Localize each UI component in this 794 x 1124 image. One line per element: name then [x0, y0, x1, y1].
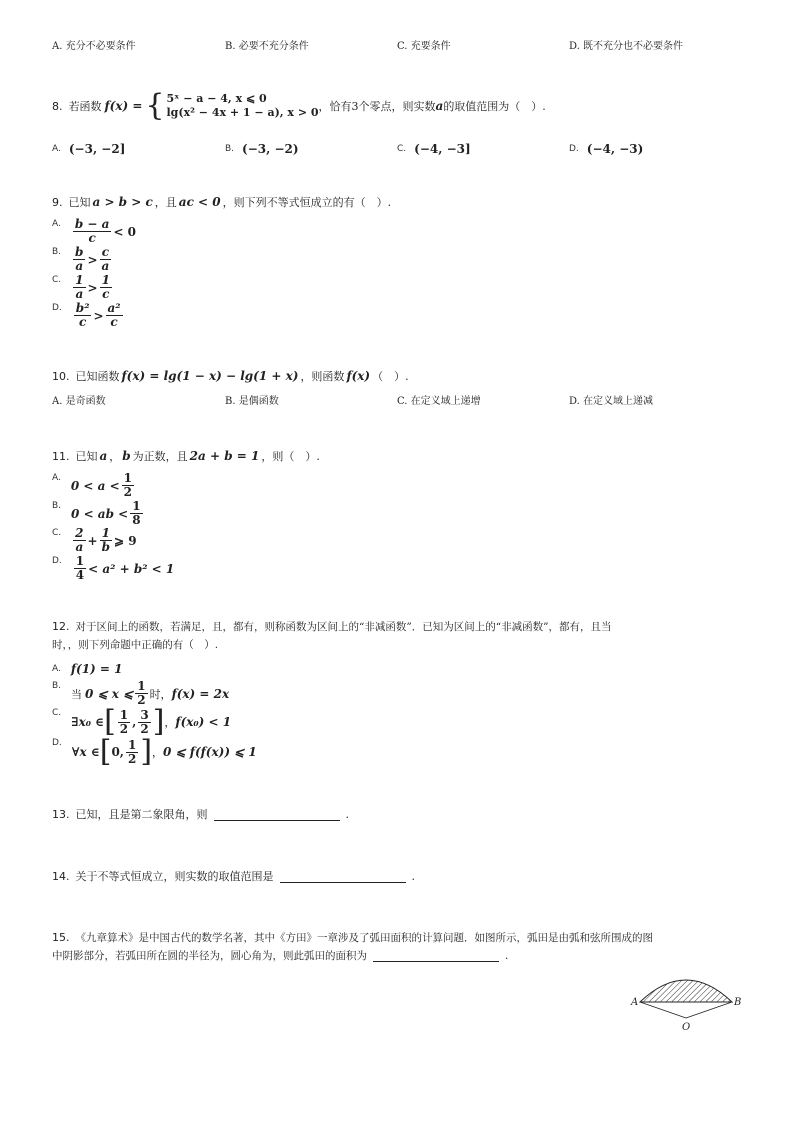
q13-number: 13.	[52, 807, 70, 821]
q10-option-b: B. 是偶函数	[225, 396, 279, 407]
q11-stem	[52, 448, 320, 464]
q11-b-den: 8	[132, 513, 141, 527]
q9-t2: ，且	[154, 196, 177, 209]
q9-m1: a > b > c	[92, 195, 153, 209]
q12-d-den: 2	[127, 751, 137, 766]
q12-a-math: f(1) = 1	[70, 662, 123, 676]
q9-t3: ，则下列不等式恒成立的有（ ）.	[222, 196, 392, 209]
q11-c-label: C.	[52, 528, 62, 538]
q8-option-a-label: A.	[52, 144, 61, 154]
q9-c-den2: c	[102, 287, 110, 301]
q9-c-rel: >	[87, 280, 98, 295]
q12-c-tail: ，	[164, 716, 176, 729]
q9-d-num2: a²	[107, 301, 121, 315]
q9-a-label: A.	[52, 219, 61, 229]
q15-line2	[52, 948, 508, 963]
q11-c-den1: a	[75, 540, 84, 554]
q11-option-c	[52, 527, 137, 554]
q11-m3: 2a + b = 1	[189, 449, 260, 463]
q11-d-num: 1	[75, 554, 85, 568]
q11-c-rel: ⩾ 9	[113, 533, 137, 548]
q9-b-num1: b	[75, 245, 84, 259]
q15-number: 15.	[52, 931, 70, 944]
q11-t2: ，	[109, 450, 121, 463]
q15-line2-text: 中阴影部分，若弧田所在圆的半径为，圆心角为，则此弧田的面积为	[52, 950, 367, 962]
q8-case1: 5ˣ − a − 4, x ⩽ 0	[166, 92, 267, 105]
q9-m2: ac < 0	[178, 195, 221, 209]
q12-c-pre: ∃x₀ ∈	[71, 715, 105, 729]
q12-c-num2: 3	[140, 707, 149, 722]
q13-end: .	[345, 807, 349, 821]
q8-tail2: 的取值范围为（ ）.	[443, 100, 546, 113]
q11-option-b	[52, 500, 145, 527]
q15-line1	[52, 931, 653, 945]
q13	[52, 806, 349, 822]
q9-d-rel: >	[93, 308, 104, 323]
q11-t1: 已知	[75, 450, 98, 463]
point-o-label: O	[682, 1022, 691, 1033]
q11-m2: b	[122, 449, 131, 463]
q11-b-label: B.	[52, 501, 62, 511]
q8-option-d-value: (−4, −3)	[586, 142, 644, 156]
q11-t3: 为正数，且	[132, 450, 188, 463]
q9-d-label: D.	[52, 303, 62, 313]
q8-option-d-label: D.	[569, 144, 579, 154]
q12-d-label: D.	[52, 738, 62, 748]
q12-c-comma: ,	[132, 715, 137, 729]
q9-number: 9.	[52, 195, 63, 209]
q9-c-num2: 1	[101, 273, 110, 287]
q10-m2: f(x)	[346, 369, 371, 383]
q11-a-den: 2	[123, 485, 132, 499]
radius-oa	[640, 1002, 686, 1018]
q12-option-c	[52, 704, 232, 739]
q12-c-den1: 2	[119, 721, 129, 736]
q11-t4: ，则（ ）.	[261, 450, 320, 463]
q8-tail: ，恰有3个零点，则实数	[318, 100, 436, 113]
q12-number: 12.	[52, 620, 70, 633]
q12-c-label: C.	[52, 708, 62, 718]
q12-d-num: 1	[127, 737, 137, 752]
q11-a-pre: 0 < a <	[70, 478, 120, 493]
q9-b-label: B.	[52, 247, 62, 257]
q9-d-num1: b²	[75, 301, 90, 315]
arc-field-figure	[628, 966, 748, 1036]
q9-a-rel: < 0	[113, 224, 137, 239]
q11-c-num1: 2	[75, 526, 84, 540]
q8-case2: lg(x² − 4x + 1 − a), x > 0	[166, 106, 319, 119]
q9-d-den2: c	[110, 315, 118, 329]
q15-line1-text: 《九章算术》是中国古代的数学名著，其中《方田》一章涉及了弧田面积的计算问题．如图所示，弧田是由弧和弦所围成的图	[75, 932, 653, 944]
q8-brace: {	[145, 88, 165, 123]
q9-c-label: C.	[52, 275, 62, 285]
q12-option-a	[52, 662, 123, 676]
q12-c-den2: 2	[140, 721, 149, 736]
q11-b-num: 1	[132, 499, 141, 513]
q12-b-label: B.	[52, 681, 62, 691]
q9-option-c	[52, 274, 114, 301]
q9-b-den2: a	[101, 259, 110, 273]
q8-option-a	[52, 142, 125, 156]
q8-lead: 若函数	[68, 100, 102, 113]
q12-option-b	[52, 680, 229, 707]
q12-b-pre: 当	[71, 687, 83, 701]
q9-a-den: c	[88, 231, 96, 245]
q12-d-pre: ∀x ∈	[71, 745, 100, 759]
q8-option-b	[225, 142, 299, 156]
q12-d-tail: ，	[152, 746, 164, 759]
q10-option-c: C. 在定义域上递增	[397, 396, 481, 407]
q8-option-d	[569, 142, 643, 156]
q11-d-rel: < a² + b² < 1	[88, 561, 175, 576]
q8-option-c-label: C.	[397, 144, 407, 154]
q11-c-plus: +	[87, 533, 98, 548]
q14-text: 关于不等式恒成立，则实数的取值范围是	[75, 870, 274, 883]
q8-cases	[167, 92, 319, 120]
q12-b-num: 1	[137, 679, 146, 693]
q14-answer-blank[interactable]	[280, 870, 406, 883]
q9-option-b	[52, 246, 113, 273]
q12-c-num1: 1	[119, 707, 129, 722]
q11-d-den: 4	[75, 568, 85, 582]
q12-d-close: ]	[140, 734, 153, 769]
q15-end: .	[505, 949, 509, 962]
q12-b-m2: f(x) = 2x	[171, 686, 230, 701]
q9-option-a	[52, 218, 136, 245]
point-b-label: B	[734, 997, 742, 1008]
q7-option-d: D. 既不充分也不必要条件	[569, 41, 684, 52]
q8-option-b-value: (−3, −2)	[242, 142, 299, 156]
q10-t3: （ ）.	[372, 370, 409, 383]
arc-field-shaded-region	[640, 980, 732, 1002]
q10-t1: 已知函数	[75, 370, 120, 383]
q9-c-den1: a	[75, 287, 84, 301]
q10-option-a: A. 是奇函数	[52, 396, 106, 407]
q12-line1-text: 对于区间上的函数，若满足，且，都有，则称函数为区间上的“非减函数”．已知为区间上的“非减函数”，都有，且当	[75, 621, 612, 633]
q9-t1: 已知	[68, 196, 91, 209]
q13-text: 已知，且是第二象限角，则	[75, 808, 208, 821]
q10-m1: f(x) = lg(1 − x) − lg(1 + x)	[121, 369, 299, 383]
q11-option-d	[52, 555, 174, 582]
q10-option-d: D. 在定义域上递减	[569, 396, 654, 407]
q7-option-b: B. 必要不充分条件	[225, 41, 309, 52]
q9-b-num2: c	[101, 245, 110, 259]
q9-d-den1: c	[78, 315, 87, 329]
q11-number: 11.	[52, 449, 70, 463]
q11-b-pre: 0 < ab <	[71, 506, 129, 521]
q12-d-open: [	[99, 734, 112, 769]
q14	[52, 868, 415, 884]
q15-answer-blank[interactable]	[373, 949, 499, 962]
q9-c-num1: 1	[75, 273, 84, 287]
q10-t2: ，则函数	[300, 370, 345, 383]
q8-option-c-value: (−4, −3]	[414, 142, 471, 156]
q11-c-num2: 1	[101, 526, 110, 540]
q9-b-den1: a	[75, 259, 84, 273]
q14-number: 14.	[52, 869, 70, 883]
q11-a-label: A.	[52, 473, 61, 483]
q11-m1: a	[99, 449, 108, 463]
q7-option-c: C. 充要条件	[397, 41, 451, 52]
q8-stem	[52, 88, 546, 123]
q11-a-num: 1	[123, 471, 132, 485]
q12-line1	[52, 620, 611, 634]
q12-line2: 时，，则下列命题中正确的有（ ）.	[52, 639, 219, 651]
q11-option-a	[52, 472, 136, 499]
q12-b-den: 2	[137, 693, 146, 707]
q13-answer-blank[interactable]	[214, 808, 340, 821]
q11-d-label: D.	[52, 556, 62, 566]
q12-c-close: ]	[152, 704, 165, 739]
q8-func: f(x) =	[104, 99, 143, 113]
q10-number: 10.	[52, 369, 70, 383]
q8-a-var: a	[435, 99, 444, 113]
q10-stem	[52, 368, 409, 384]
radius-ob	[686, 1002, 732, 1018]
q12-c-m2: f(x₀) < 1	[175, 715, 232, 729]
q7-option-a: A. 充分不必要条件	[52, 41, 136, 52]
q8-option-a-value: (−3, −2]	[68, 142, 126, 156]
q8-option-b-label: B.	[225, 144, 235, 154]
q12-d-m2: 0 ⩽ f(f(x)) ⩽ 1	[163, 745, 257, 759]
q11-c-den2: b	[101, 540, 110, 554]
q9-a-num: b − a	[74, 217, 110, 231]
q9-stem	[52, 194, 391, 210]
point-a-label: A	[631, 997, 639, 1008]
q12-option-d	[52, 734, 257, 769]
q12-b-mid: 时，	[149, 687, 172, 701]
q8-option-c	[397, 142, 471, 156]
q12-d-in: 0,	[111, 745, 124, 759]
q14-end: .	[411, 869, 415, 883]
q9-b-rel: >	[87, 252, 98, 267]
q8-number: 8.	[52, 99, 63, 113]
q12-a-label: A.	[52, 664, 61, 674]
q12-c-open: [	[104, 704, 116, 739]
q9-option-d	[52, 302, 125, 329]
q12-b-m1: 0 ⩽ x ⩽	[85, 686, 134, 701]
